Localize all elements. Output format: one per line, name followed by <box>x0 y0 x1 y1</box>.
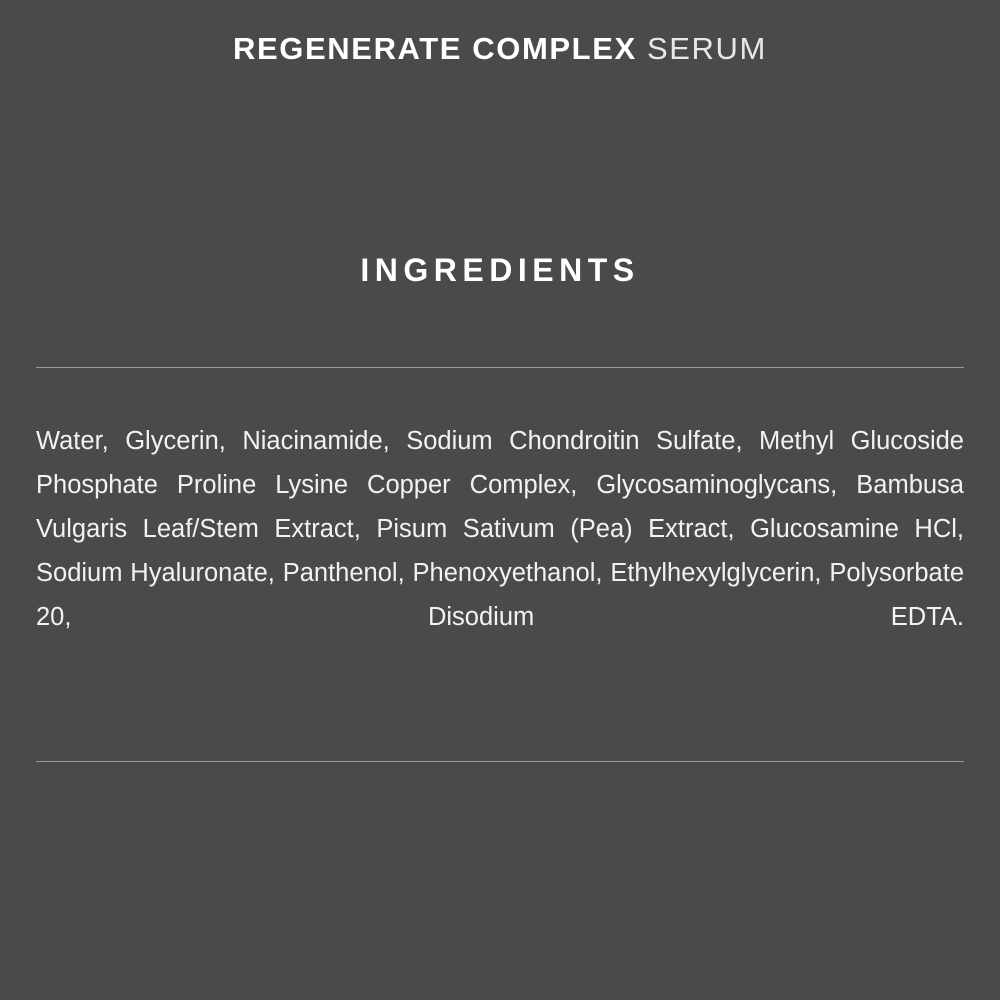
brand-name: REGENERATE COMPLEX <box>233 31 637 66</box>
ingredients-list-text: Water, Glycerin, Niacinamide, Sodium Chondroitin Sulfate, Methyl Glucoside Phosphate Proline Lysine Copper Complex, Glycosaminoglycans, Bambusa Vulgaris Leaf/Stem Extract, Pisum Sativum (Pea) Extract, Glucosamine HCl, Sodium Hyaluronate, Panthenol, Phenoxyethanol, Ethylhexylglycerin, Polysorbate 20, Disodium EDTA. <box>36 427 964 631</box>
product-type: SERUM <box>646 31 767 66</box>
divider-bottom <box>36 761 964 762</box>
page-title <box>0 0 1000 67</box>
section-heading-ingredients: INGREDIENTS <box>360 252 640 289</box>
title-space <box>637 31 647 66</box>
